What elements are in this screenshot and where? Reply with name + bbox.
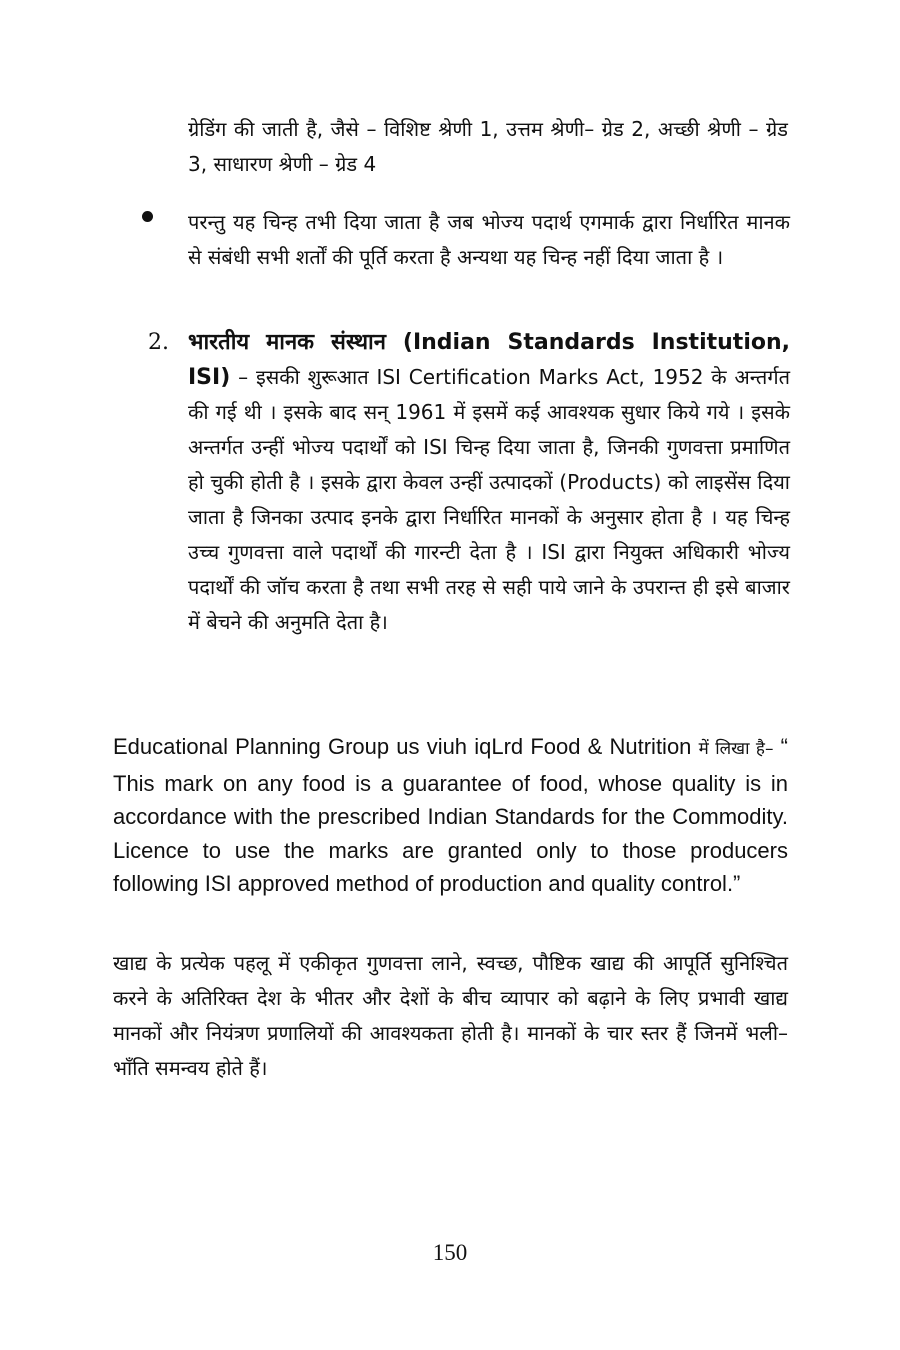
bullet-text: परन्तु यह चिन्ह तभी दिया जाता है जब भोज्य पदार्थ एगमार्क द्वारा निर्धारित मानक से संबंधी सभी शर्तों की पूर्ति करता है अन्यथा यह चिन्ह नहीं दिया जाता है ।	[188, 210, 790, 269]
item-body	[188, 325, 790, 640]
bullet-item	[140, 205, 790, 275]
item-description: – इसकी शुरूआत ISI Certification Marks Act, 1952 के अन्तर्गत की गई थी । इसके बाद सन् 1961 में इसमें कई आवश्यक सुधार किये गये । इसके अन्तर्गत उन्हीं भोज्य पदार्थों को ISI चिन्ह दिया जाता है, जिनकी गुणवत्ता प्रमाणित हो चुकी होती है । इसके द्वारा केवल उन्हीं उत्पादकों (Products) को लाइसेंस दिया जाता है जिनका उत्पाद इनके द्वारा निर्धारित मानकों के अनुसार होता है । यह चिन्ह उच्च गुणवत्ता वाले पदार्थों की गारन्टी देता है । ISI द्वारा नियुक्त अधिकारी भोज्य पदार्थों की जॉच करता है तथा सभी तरह से सही पाये जाने के उपरान्त ही इसे बाजार में बेचने की अनुमति देता है।	[188, 365, 790, 634]
item-number: 2.	[148, 330, 169, 355]
bullet-dot-icon	[142, 211, 153, 222]
quote-lead: Educational Planning Group us viuh iqLrd Food & Nutrition	[113, 734, 699, 759]
quote-paragraph	[113, 730, 788, 901]
page-number: 150	[432, 1240, 468, 1265]
quote-text: “ This mark on any food is a guarantee of food, whose quality is in accordance with the prescribed Indian Standards for the Commodity. Licence to use the marks are granted only to those producers following ISI approved method of production and quality control.”	[113, 734, 788, 896]
numbered-item-2	[148, 325, 790, 640]
continuation-text: ग्रेडिंग की जाती है, जैसे – विशिष्ट श्रेणी 1, उत्तम श्रेणी– ग्रेड 2, अच्छी श्रेणी – ग्रेड 3, साधारण श्रेणी – ग्रेड 4	[188, 117, 788, 176]
closing-paragraph: खाद्य के प्रत्येक पहलू में एकीकृत गुणवत्ता लाने, स्वच्छ, पौष्टिक खाद्य की आपूर्ति सुनिश्चित करने के अतिरिक्त देश के भीतर और देशों के बीच व्यापार को बढ़ाने के लिए प्रभावी खाद्य मानकों और नियंत्रण प्रणालियों की आवश्यकता होती है। मानकों के चार स्तर हैं जिनमें भली–भाँति समन्वय होते हैं।	[113, 951, 788, 1080]
item-heading: भारतीय मानक संस्थान (Indian Standards Institution, ISI)	[188, 330, 790, 390]
quote-hindi: में लिखा है–	[698, 739, 774, 759]
